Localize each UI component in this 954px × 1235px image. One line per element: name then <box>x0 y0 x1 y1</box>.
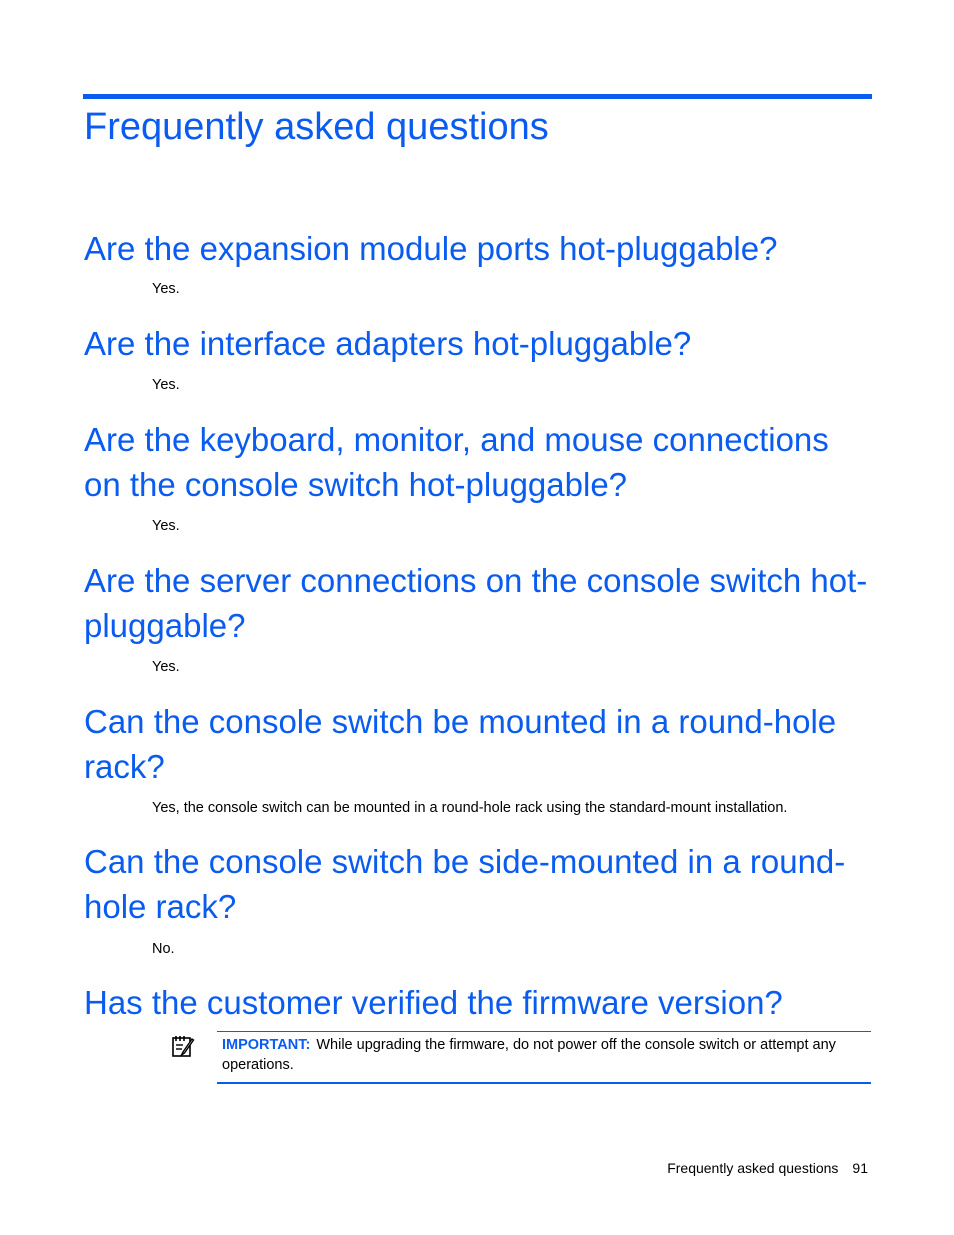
faq-question-2: Are the interface adapters hot-pluggable? <box>84 325 692 362</box>
faq-question-1: Are the expansion module ports hot-pluggable? <box>84 230 778 267</box>
faq-answer-4: Yes. <box>152 659 180 675</box>
faq-answer-2: Yes. <box>152 377 180 393</box>
faq-question-5: Can the console switch be mounted in a round-hole rack? <box>84 703 837 785</box>
important-note-body: While upgrading the firmware, do not power off the console switch or attempt any operations. <box>222 1037 836 1073</box>
important-note-text <box>222 1035 862 1075</box>
faq-question-3: Are the keyboard, monitor, and mouse connections on the console switch hot-pluggable? <box>84 421 829 503</box>
important-note-icon <box>171 1034 195 1058</box>
faq-answer-1: Yes. <box>152 281 180 297</box>
important-note-label: IMPORTANT: <box>222 1037 311 1053</box>
chapter-top-rule <box>83 94 872 99</box>
faq-answer-3: Yes. <box>152 518 180 534</box>
faq-question-4: Are the server connections on the console switch hot-pluggable? <box>84 562 868 644</box>
page-footer <box>667 1158 868 1178</box>
page-title: Frequently asked questions <box>84 106 549 148</box>
faq-answer-5: Yes, the console switch can be mounted in a round-hole rack using the standard-mount installation. <box>152 800 788 816</box>
footer-section: Frequently asked questions <box>667 1160 839 1176</box>
faq-question-6: Can the console switch be side-mounted in a round-hole rack? <box>84 843 846 925</box>
footer-page-number: 91 <box>852 1160 868 1176</box>
faq-answer-6: No. <box>152 941 175 957</box>
faq-question-7: Has the customer verified the firmware version? <box>84 984 783 1021</box>
